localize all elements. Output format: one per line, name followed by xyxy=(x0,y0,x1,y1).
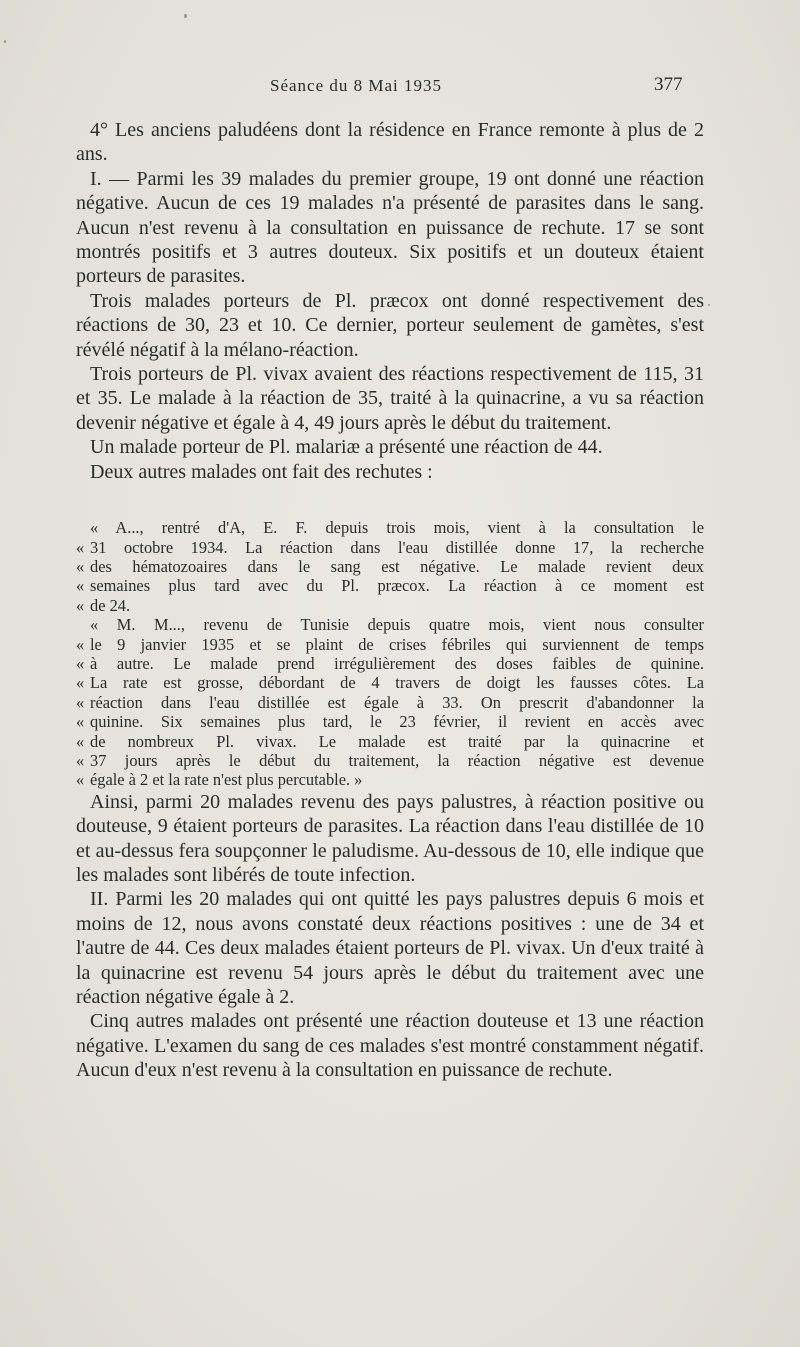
paragraph: Deux autres malades ont fait des rechutes : xyxy=(90,460,433,483)
quote-text: de nombreux Pl. vivax. Le malade est traité par la quinacrine et xyxy=(90,731,704,751)
quote-text: quinine. Six semaines plus tard, le 23 février, il revient en accès avec xyxy=(90,712,704,732)
quote-mark: « xyxy=(76,595,85,615)
quote-text: 37 jours après le début du traitement, la réaction négative est devenue xyxy=(90,750,704,770)
case-quotation xyxy=(76,518,704,790)
quote-text: de 24. xyxy=(90,595,131,615)
quote-line xyxy=(76,770,704,789)
paragraph: Cinq autres malades ont présenté une réaction douteuse et 13 une réaction négative. L'examen du sang de ces malades s'est montré constamment négatif. Aucun d'eux n'est revenu à la consultation en puissance de rechute. xyxy=(76,1010,704,1082)
quote-line xyxy=(76,538,704,557)
quote-line xyxy=(76,712,704,731)
paragraph: Un malade porteur de Pl. malariæ a présenté une réaction de 44. xyxy=(90,436,603,459)
paragraph: Trois malades porteurs de Pl. præcox ont donné respectivement des réactions de 30, 23 et 10. Ce dernier, porteur seulement de gamètes, s'est révélé négatif à la mélano-réaction. xyxy=(76,289,704,361)
paragraph: Ainsi, parmi 20 malades revenu des pays palustres, à réaction positive ou douteuse, 9 étaient porteurs de parasites. La réaction dans l'eau distillée de 10 et au-dessus fera soupçonner le paludisme. Au-dessous de 10, elle indique que les malades sont libérés de toute infection. xyxy=(76,790,704,886)
quote-mark: « xyxy=(76,712,85,732)
paragraph: I. — Parmi les 39 malades du premier groupe, 19 ont donné une réaction négative. Aucun de ces 19 malades n'a présenté de parasites dans le sang. Aucun n'est revenu à la consultation en puissance de rechute. 17 se sont montrés positifs et 3 autres douteux. Six positifs et un douteux étaient porteurs de parasites. xyxy=(76,167,704,288)
quote-text: réaction dans l'eau distillée est égale à 33. On prescrit d'abandonner la xyxy=(90,692,704,712)
paper-speck xyxy=(4,40,6,43)
quote-text: à autre. Le malade prend irrégulièrement des doses faibles de quinine. xyxy=(90,653,704,673)
quote-text: des hématozoaires dans le sang est négative. Le malade revient deux xyxy=(90,556,704,576)
quote-line xyxy=(76,596,704,615)
quote-line xyxy=(76,635,704,654)
quote-mark: « xyxy=(76,673,85,693)
page-number: 377 xyxy=(654,74,683,95)
quote-line xyxy=(76,557,704,576)
quote-text: La rate est grosse, débordant de 4 travers de doigt les fausses côtes. La xyxy=(90,673,704,693)
quote-line xyxy=(76,673,704,692)
quote-text: « M. M..., revenu de Tunisie depuis quatre mois, vient nous consulter xyxy=(90,615,704,635)
quote-mark: « xyxy=(76,692,85,712)
quote-mark: « xyxy=(76,731,85,751)
quote-mark: « xyxy=(76,653,85,673)
quote-text: semaines plus tard avec du Pl. præcox. La réaction à ce moment est xyxy=(90,576,704,596)
paper-speck xyxy=(708,304,710,306)
page-header xyxy=(0,74,800,104)
quote-mark: « xyxy=(76,634,85,654)
page-body xyxy=(76,118,704,1083)
quote-line xyxy=(76,693,704,712)
quote-mark: « xyxy=(76,537,85,557)
quote-text: « A..., rentré d'A, E. F. depuis trois mois, vient à la consultation le xyxy=(90,518,704,538)
quote-mark: « xyxy=(76,770,85,790)
quote-line xyxy=(76,576,704,595)
paragraph: Trois porteurs de Pl. vivax avaient des réactions respectivement de 115, 31 et 35. Le malade à la réaction de 35, traité à la quinacrine, a vu sa réaction devenir négative et égale à 4, 49 jours après le début du traitement. xyxy=(76,363,704,434)
quote-text: le 9 janvier 1935 et se plaint de crises fébriles qui surviennent de temps xyxy=(90,634,704,654)
running-title: Séance du 8 Mai 1935 xyxy=(270,76,443,95)
quote-text: 31 octobre 1934. La réaction dans l'eau distillée donne 17, la recherche xyxy=(90,537,704,557)
quote-mark: « xyxy=(76,556,85,576)
quote-line xyxy=(76,751,704,770)
quote-line xyxy=(76,654,704,673)
quote-line xyxy=(76,518,704,537)
quote-mark: « xyxy=(76,576,85,596)
paragraph: II. Parmi les 20 malades qui ont quitté les pays palustres depuis 6 mois et moins de 12, nous avons constaté deux réactions positives : une de 34 et l'autre de 44. Ces deux malades étaient porteurs de Pl. vivax. Un d'eux traité à la quinacrine est revenu 54 jours après le début du traitement avec une réaction négative égale à 2. xyxy=(76,888,704,1009)
quote-line xyxy=(76,732,704,751)
quote-line xyxy=(76,615,704,634)
quote-text: égale à 2 et la rate n'est plus percutable. » xyxy=(90,770,363,790)
paragraph: 4° Les anciens paludéens dont la résidence en France remonte à plus de 2 ans. xyxy=(76,119,704,166)
paper-speck xyxy=(184,14,187,18)
quote-mark: « xyxy=(76,750,85,770)
